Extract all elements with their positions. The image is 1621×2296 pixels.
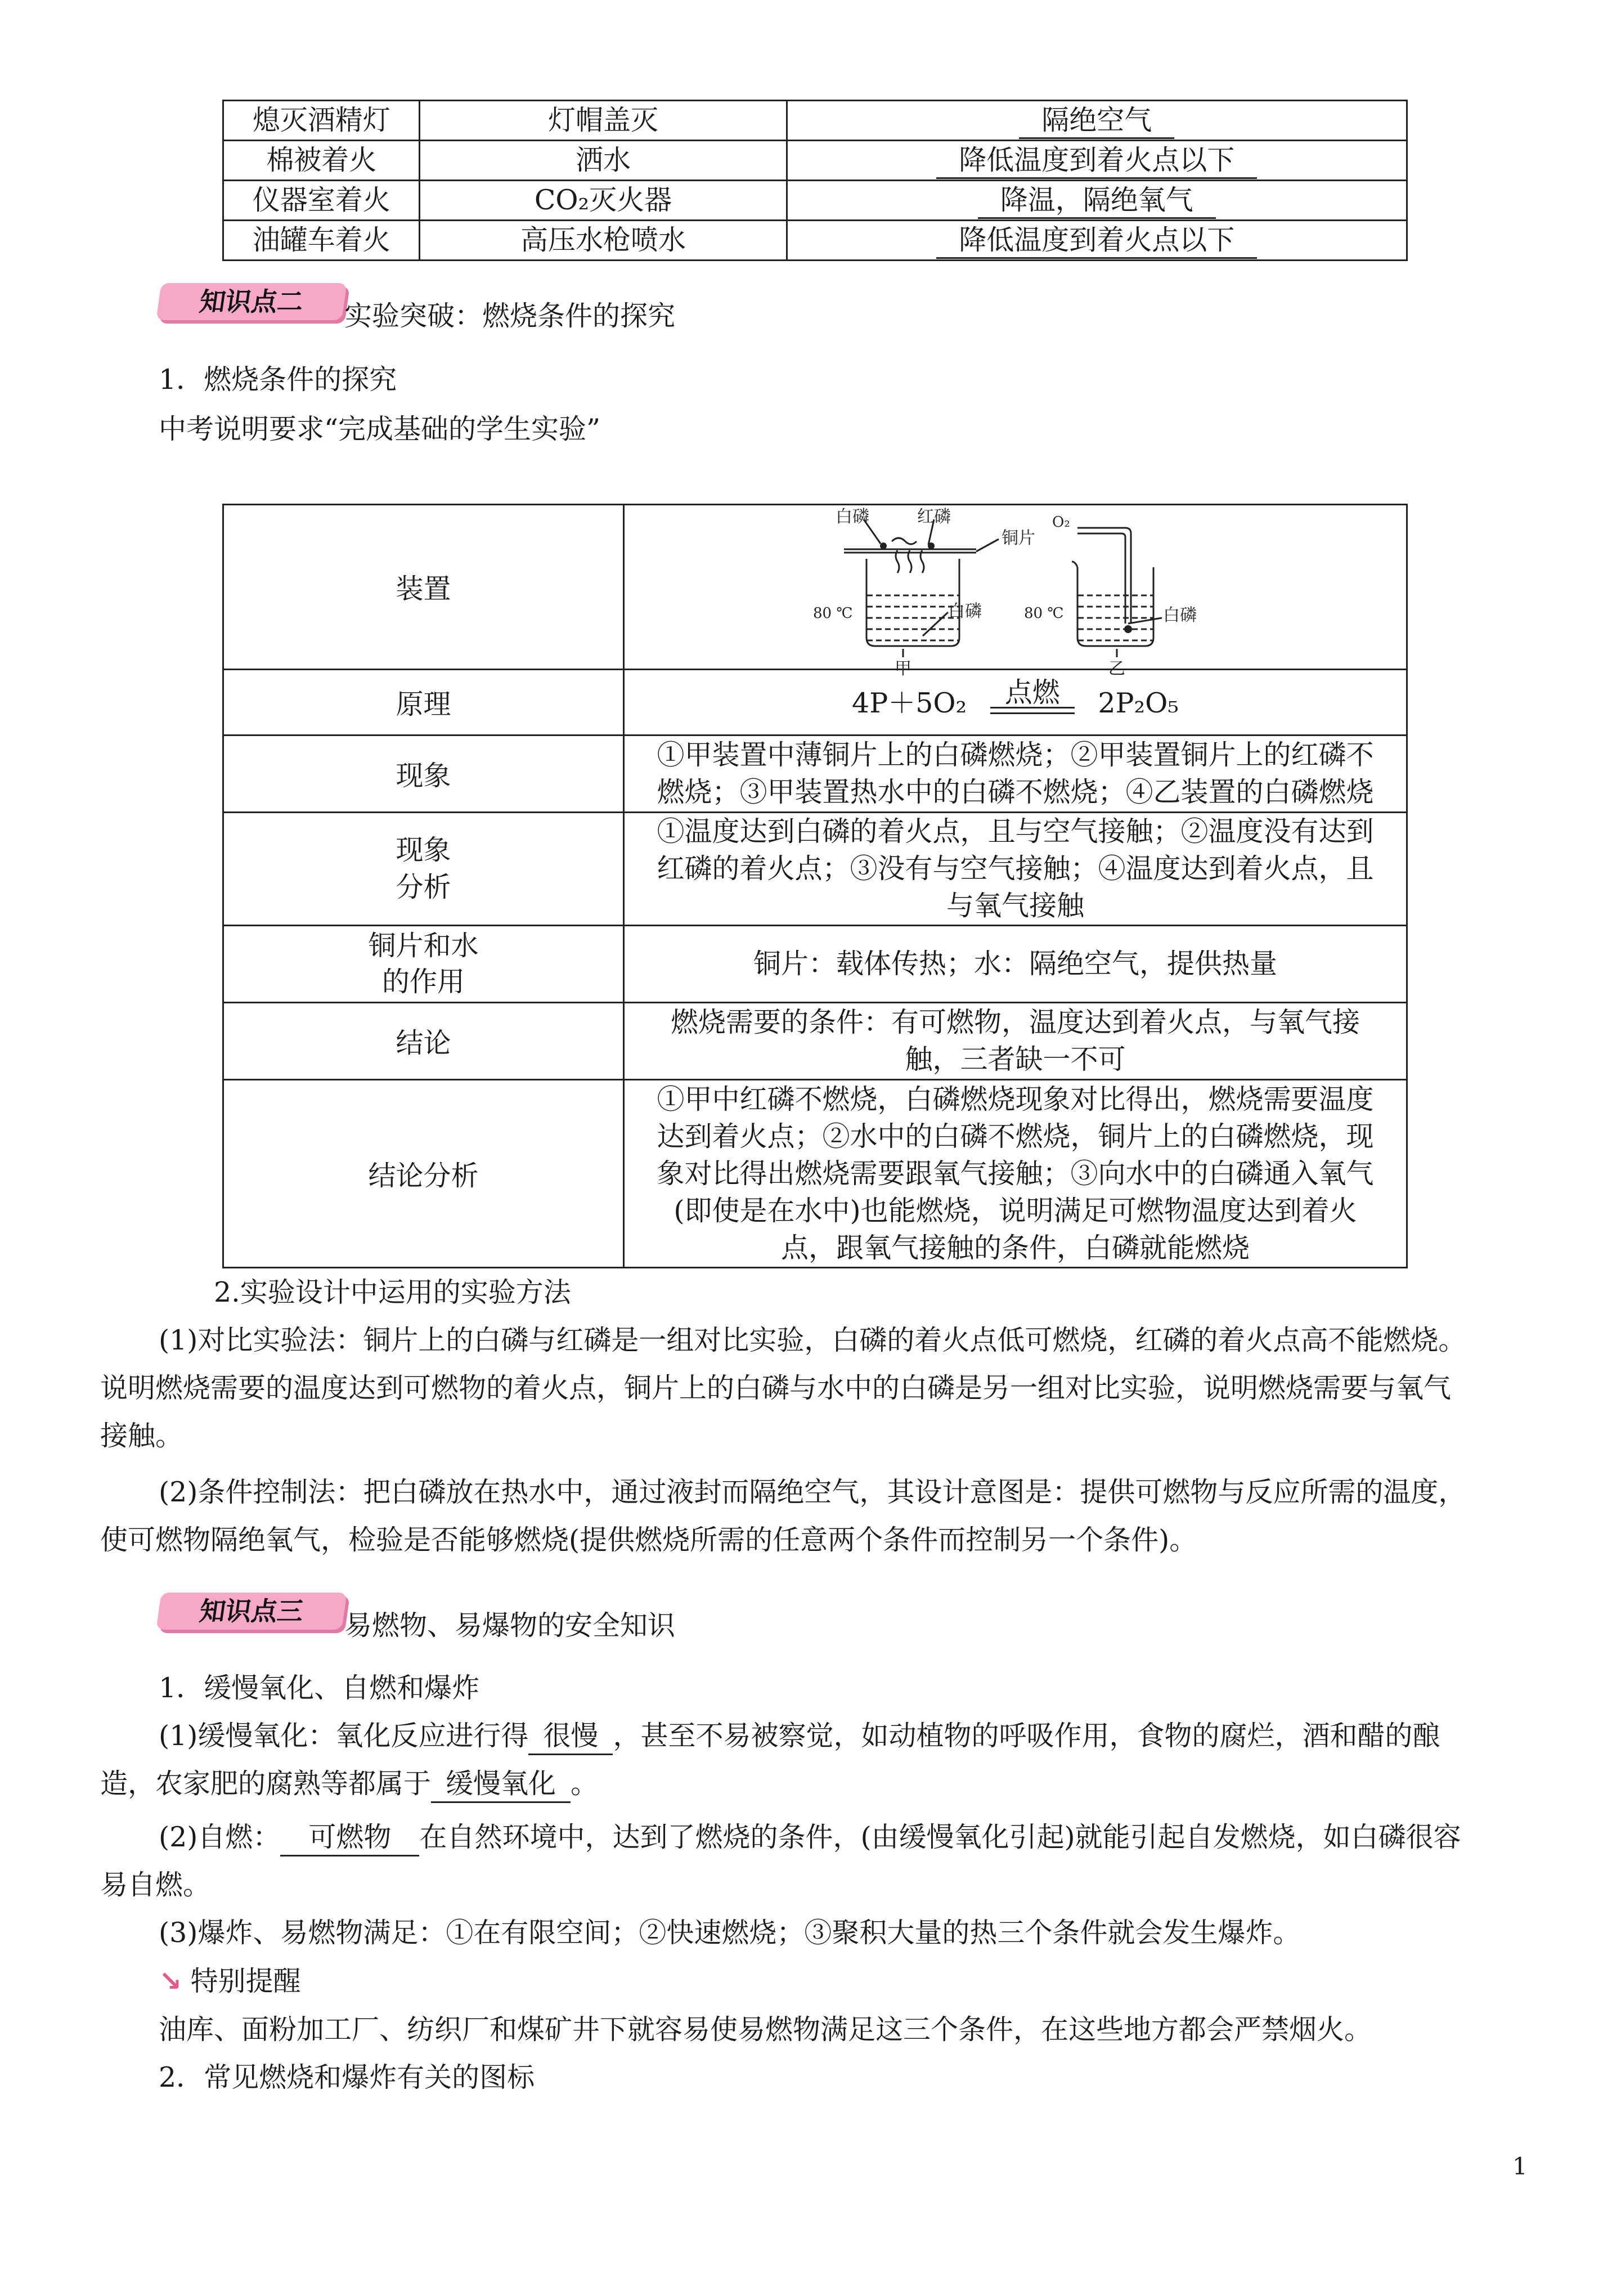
label-temperature: 80 ℃	[1023, 605, 1063, 622]
equation-right: 2P₂O₅	[1098, 687, 1179, 719]
case-cell: 棉被着火	[223, 141, 420, 181]
row-label: 结论分析	[223, 1080, 624, 1268]
answer-blank: 隔绝空气	[1019, 104, 1174, 139]
reminder-title: 特别提醒	[190, 1965, 301, 1997]
text-line: ①甲中红磷不燃烧，白磷燃烧现象对比得出，燃烧需要温度	[657, 1083, 1374, 1115]
paragraph-line	[159, 1818, 1461, 1857]
table-row	[223, 141, 1407, 181]
answer-blank: 缓慢氧化	[431, 1766, 571, 1803]
label-beaker-jia: 甲	[894, 659, 911, 679]
white-phosphorus-mark	[1124, 625, 1132, 633]
analysis-cell	[624, 813, 1407, 926]
answer-blank: 可燃物	[280, 1820, 419, 1856]
method-cell: 高压水枪喷水	[420, 221, 787, 261]
label-red-phosphorus: 红磷	[917, 507, 951, 527]
subsection-heading: 2．常见燃烧和爆炸有关的图标	[159, 2061, 535, 2093]
subsection-heading: 2.实验设计中运用的实验方法	[214, 1276, 571, 1308]
table-row	[223, 505, 1407, 670]
case-cell: 仪器室着火	[223, 181, 420, 221]
case-cell: 油罐车着火	[223, 221, 420, 261]
paragraph-line: 油库、面粉加工厂、纺织厂和煤矿井下就容易使易燃物满足这三个条件，在这些地方都会严禁烟火。	[159, 2014, 1372, 2046]
answer-blank: 很慢	[528, 1719, 613, 1755]
text-line: ①温度达到白磷的着火点，且与空气接触；②温度没有达到	[657, 815, 1374, 847]
page-number: 1	[1512, 2152, 1528, 2180]
label-oxygen: O₂	[1052, 514, 1070, 531]
knowledge-point-badge: 知识点三	[156, 1593, 347, 1630]
text-segment: ，甚至不易被察觉，如动植物的呼吸作用，食物的腐烂，酒和醋的酿	[613, 1720, 1440, 1752]
role-cell: 铜片：载体传热；水：隔绝空气，提供热量	[624, 926, 1407, 1003]
table-row	[223, 181, 1407, 221]
knowledge-point-badge: 知识点二	[156, 283, 347, 320]
label-white-phosphorus: 白磷	[1162, 606, 1197, 625]
table-row	[223, 1003, 1407, 1080]
text-line: 达到着火点；②水中的白磷不燃烧，铜片上的白磷燃烧，现	[657, 1120, 1374, 1153]
requirement-text: 中考说明要求“完成基础的学生实验”	[159, 413, 601, 445]
text-segment: (1)缓慢氧化：氧化反应进行得	[159, 1720, 529, 1752]
equation-cell	[624, 670, 1407, 736]
principle-cell	[787, 221, 1407, 261]
table-row	[223, 736, 1407, 813]
row-label: 原理	[223, 670, 624, 736]
label-temperature: 80 ℃	[812, 605, 852, 622]
paragraph-line: 易自燃。	[100, 1869, 211, 1901]
experiment-table	[222, 504, 1408, 1268]
paragraph-line: 使可燃物隔绝氧气，检验是否能够燃烧(提供燃烧所需的任意两个条件而控制另一个条件)。	[100, 1524, 1197, 1556]
section-title: 易燃物、易爆物的安全知识	[344, 1609, 676, 1642]
text-line: 点，跟氧气接触的条件，白磷就能燃烧	[781, 1231, 1250, 1264]
row-label: 结论	[223, 1003, 624, 1080]
paragraph-line: (2)条件控制法：把白磷放在热水中，通过液封而隔绝空气，其设计意图是：提供可燃物与反应所需的温度，	[159, 1476, 1466, 1508]
paragraph-line: 接触。	[100, 1420, 183, 1452]
answer-blank: 降温，隔绝氧气	[978, 183, 1216, 219]
principle-cell	[787, 101, 1407, 141]
row-label: 现象	[223, 736, 624, 813]
apparatus-diagram	[812, 505, 1218, 679]
text-line: 与氧气接触	[946, 890, 1085, 922]
table-row	[223, 1080, 1407, 1268]
text-segment: 在自然环境中，达到了燃烧的条件，(由缓慢氧化引起)就能引起自发燃烧，如白磷很容	[419, 1821, 1461, 1853]
case-cell: 熄灭酒精灯	[223, 101, 420, 141]
text-line: (即使是在水中)也能燃烧，说明满足可燃物温度达到着火	[673, 1194, 1357, 1227]
text-line: ①甲装置中薄铜片上的白磷燃烧；②甲装置铜片上的红磷不	[657, 739, 1374, 771]
red-phosphorus-mark	[928, 542, 935, 549]
label-white-phosphorus: 白磷	[835, 507, 869, 527]
white-phosphorus-mark	[880, 542, 887, 549]
arrow-icon: ↘	[159, 1965, 182, 1997]
apparatus-cell	[624, 505, 1407, 679]
equation-arrow	[990, 676, 1075, 714]
text-line: 燃烧需要的条件：有可燃物，温度达到着火点，与氧气接	[671, 1006, 1360, 1038]
row-label	[223, 926, 624, 1003]
reminder-heading	[159, 1962, 301, 2001]
table-row	[223, 101, 1407, 141]
principle-cell	[787, 181, 1407, 221]
answer-blank: 降低温度到着火点以下	[936, 144, 1257, 179]
paragraph-line: (1)对比实验法：铜片上的白磷与红磷是一组对比实验，白磷的着火点低可燃烧，红磷的着火点高不能燃烧。	[159, 1324, 1466, 1356]
method-cell: CO₂灭火器	[420, 181, 787, 221]
reaction-condition: 点燃	[1004, 676, 1060, 708]
text-segment: (2)自燃：	[159, 1821, 281, 1853]
text-segment: 造，农家肥的腐熟等都属于	[100, 1768, 432, 1800]
principle-cell	[787, 141, 1407, 181]
text-line: 象对比得出燃烧需要跟氧气接触；③向水中的白磷通入氧气	[657, 1157, 1374, 1190]
paragraph-line	[159, 1716, 1440, 1756]
label-white-phosphorus: 白磷	[948, 602, 982, 621]
extinguish-table	[222, 100, 1408, 261]
label-line: 现象	[396, 834, 451, 866]
table-row	[223, 813, 1407, 926]
conclusion-analysis-cell	[624, 1080, 1407, 1268]
label-copper: 铜片	[1001, 528, 1035, 548]
paragraph-line: 说明燃烧需要的温度达到可燃物的着火点，铜片上的白磷与水中的白磷是另一组对比实验，说明燃烧需要与氧气	[100, 1372, 1452, 1404]
method-cell: 灯帽盖灭	[420, 101, 787, 141]
method-cell: 洒水	[420, 141, 787, 181]
row-label	[223, 813, 624, 926]
paragraph-line: (3)爆炸、易燃物满足：①在有限空间；②快速燃烧；③聚积大量的热三个条件就会发生爆炸。	[159, 1917, 1301, 1949]
phenomenon-cell	[624, 736, 1407, 813]
equation-left: 4P＋5O₂	[852, 687, 967, 719]
paragraph-line	[100, 1764, 598, 1804]
text-line: 触，三者缺一不可	[905, 1043, 1126, 1075]
label-line: 铜片和水	[368, 930, 479, 962]
label-line: 的作用	[382, 966, 465, 998]
conclusion-cell	[624, 1003, 1407, 1080]
label-beaker-yi: 乙	[1108, 659, 1125, 679]
subsection-heading: 1．燃烧条件的探究	[159, 364, 397, 396]
label-line: 分析	[396, 871, 451, 903]
row-label: 装置	[223, 505, 624, 670]
text-segment: 。	[571, 1768, 599, 1800]
answer-blank: 降低温度到着火点以下	[936, 223, 1257, 259]
text-line: 燃烧；③甲装置热水中的白磷不燃烧；④乙装置的白磷燃烧	[657, 776, 1374, 808]
section-title: 实验突破：燃烧条件的探究	[344, 300, 676, 332]
text-line: 红磷的着火点；③没有与空气接触；④温度达到着火点，且	[657, 853, 1374, 885]
subsection-heading: 1．缓慢氧化、自燃和爆炸	[159, 1672, 480, 1704]
table-row	[223, 670, 1407, 736]
table-row	[223, 221, 1407, 261]
table-row	[223, 926, 1407, 1003]
